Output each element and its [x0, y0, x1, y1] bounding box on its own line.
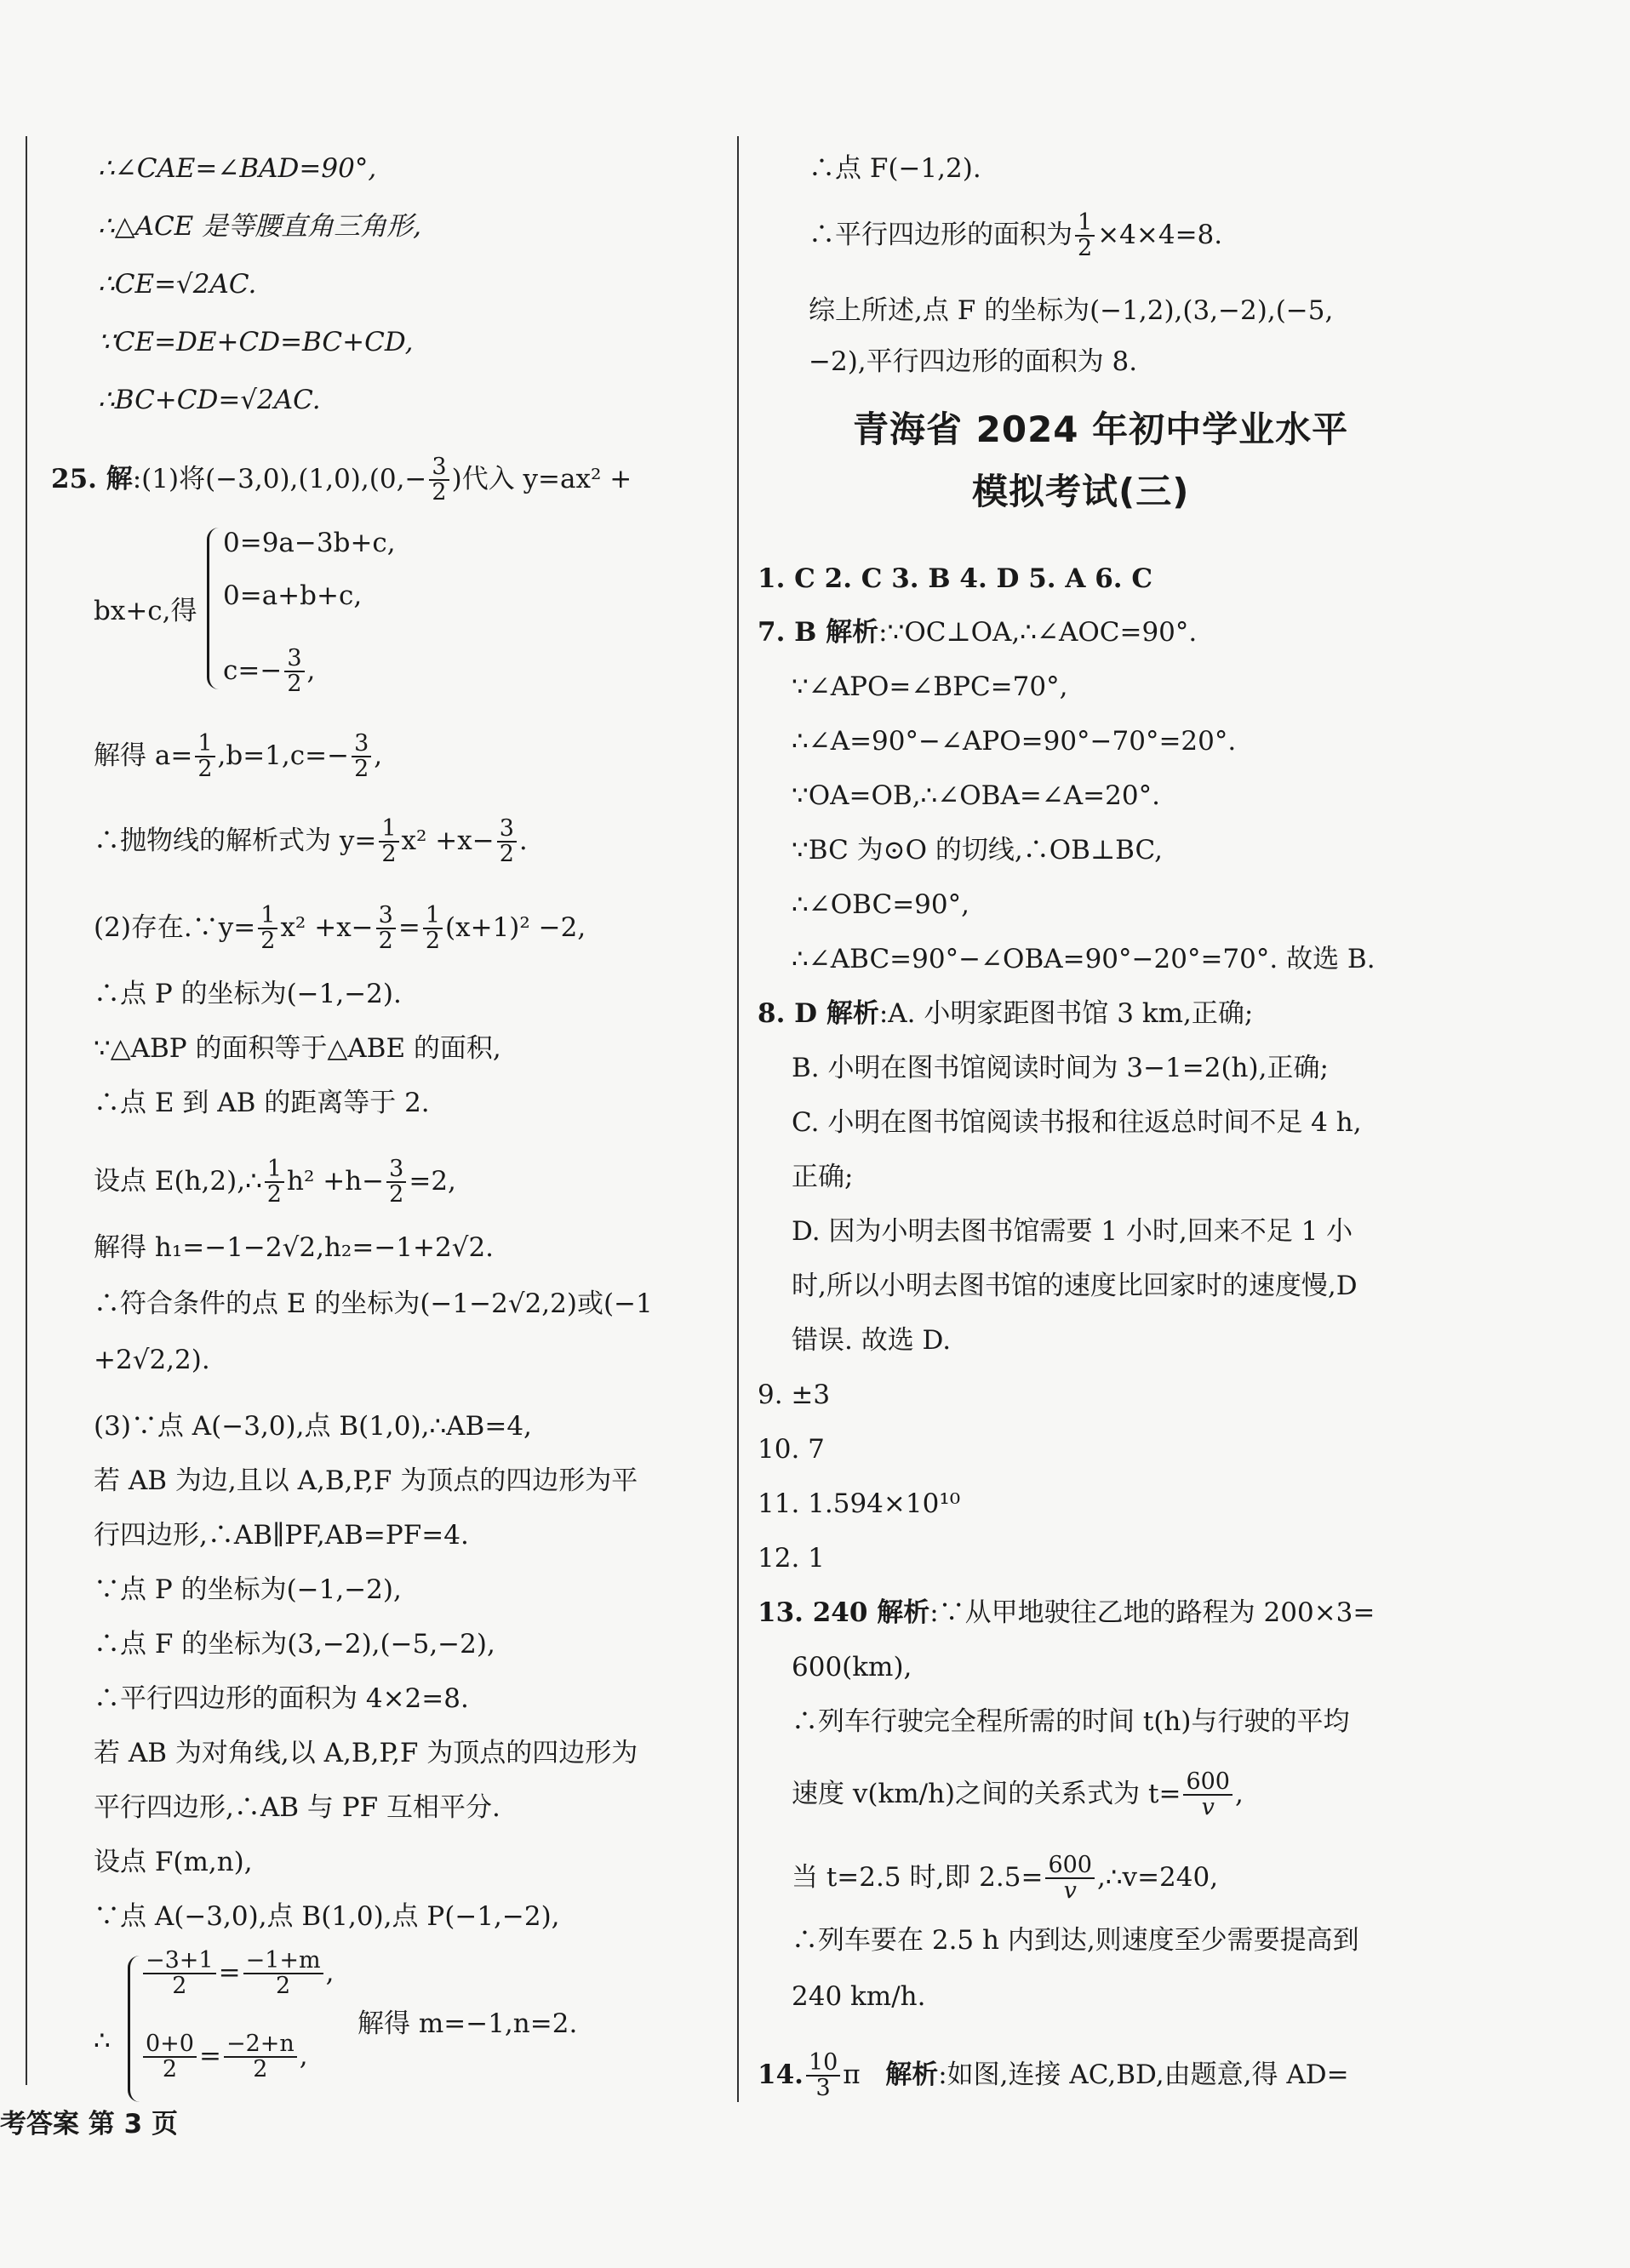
- text-line: (3)∵点 A(−3,0),点 B(1,0),∴AB=4,: [94, 1411, 532, 1442]
- text-segment: =: [218, 1957, 241, 1988]
- numerator: 1: [423, 904, 443, 929]
- text-line: 240 km/h.: [792, 1981, 926, 2012]
- question-14-line: [758, 2051, 1349, 2101]
- fraction: [1075, 211, 1095, 261]
- question-25-label: 25. 解: [51, 463, 133, 494]
- text-segment: 解得 a=: [94, 740, 193, 771]
- text-segment: =2,: [409, 1165, 456, 1197]
- text-line: ∵点 P 的坐标为(−1,−2),: [94, 1574, 402, 1605]
- solve-mn: 解得 m=−1,n=2.: [357, 2008, 578, 2039]
- fraction: [1045, 1854, 1095, 1904]
- fraction: [243, 1949, 323, 1999]
- right-column: [758, 0, 1507, 2268]
- therefore-symbol: ∴: [94, 2025, 111, 2056]
- fraction: [258, 904, 277, 954]
- denominator: 2: [162, 2056, 178, 2083]
- system-eq-3: [223, 647, 315, 697]
- text-line: 若 AB 为对角线,以 A,B,P,F 为顶点的四边形为: [94, 1738, 638, 1768]
- text-line: ∵点 A(−3,0),点 B(1,0),点 P(−1,−2),: [94, 1901, 560, 1932]
- answers-1-6: 1. C 2. C 3. B 4. D 5. A 6. C: [758, 563, 1153, 594]
- denominator: 2: [378, 928, 393, 955]
- fraction: [143, 1949, 216, 1999]
- text-segment: :A. 小明家距图书馆 3 km,正确;: [878, 998, 1254, 1029]
- text-line: ∴∠ABC=90°−∠OBA=90°−20°=70°. 故选 B.: [792, 944, 1375, 974]
- set-point-e: [94, 1157, 456, 1208]
- text-line: 600(km),: [792, 1652, 912, 1682]
- text-segment: x² +x−: [401, 825, 495, 856]
- text-line: ∴点 E 到 AB 的距离等于 2.: [94, 1088, 430, 1118]
- text-segment: ,: [374, 740, 383, 771]
- fraction: [224, 2032, 297, 2082]
- fraction: [806, 2051, 840, 2101]
- question-7-line: [758, 615, 1197, 649]
- text-line: ∴点 F 的坐标为(3,−2),(−5,−2),: [94, 1629, 495, 1660]
- text-line: ∴∠CAE=∠BAD=90°,: [98, 153, 377, 184]
- denominator: 2: [381, 841, 397, 868]
- text-segment: ,∴v=240,: [1096, 1861, 1219, 1893]
- solution-abc: [94, 732, 382, 782]
- text-segment: 速度 v(km/h)之间的关系式为 t=: [792, 1778, 1181, 1809]
- section-title-line-2: 模拟考试(三): [972, 471, 1190, 512]
- text-line: ∴点 P 的坐标为(−1,−2).: [94, 979, 402, 1009]
- text-line: ∵△ABP 的面积等于△ABE 的面积,: [94, 1033, 501, 1064]
- text-line: ∴CE=√2AC.: [98, 269, 257, 300]
- denominator: 2: [425, 928, 441, 955]
- text-segment: 设点 E(h,2),∴: [94, 1165, 262, 1197]
- text-segment: ,: [306, 654, 316, 686]
- fraction: [497, 817, 517, 867]
- numerator: 0+0: [143, 2032, 197, 2058]
- text-line: ∴点 F(−1,2).: [809, 153, 981, 184]
- fraction: [1183, 1770, 1233, 1820]
- numerator: 10: [806, 2051, 840, 2077]
- substitution-line: [792, 1854, 1218, 1904]
- text-line: ∵∠APO=∠BPC=70°,: [792, 671, 1068, 702]
- fraction: [379, 817, 398, 867]
- text-line: 行四边形,∴AB∥PF,AB=PF=4.: [94, 1520, 469, 1551]
- fraction: [429, 455, 449, 506]
- text-line: 若 AB 为边,且以 A,B,P,F 为顶点的四边形为平: [94, 1465, 638, 1496]
- section-title-line-1: 青海省 2024 年初中学业水平: [853, 408, 1349, 450]
- system-eq-2: 0=a+b+c,: [223, 580, 363, 611]
- fraction: [284, 647, 304, 697]
- text-segment: ,b=1,c=−: [217, 740, 350, 771]
- answer-9: 9. ±3: [758, 1380, 831, 1410]
- denominator: 2: [266, 1181, 282, 1208]
- fraction: [386, 1157, 406, 1208]
- text-segment: ∴抛物线的解析式为 y=: [94, 825, 377, 856]
- text-line: ∴符合条件的点 E 的坐标为(−1−2√2,2)或(−1: [94, 1288, 653, 1319]
- part-2-line: [94, 904, 586, 954]
- text-line: ∴列车行驶完全程所需的时间 t(h)与行驶的平均: [792, 1706, 1350, 1737]
- denominator: 3: [815, 2075, 831, 2102]
- text-line: 综上所述,点 F 的坐标为(−1,2),(3,−2),(−5,: [809, 295, 1334, 326]
- text-segment: ,: [325, 1957, 335, 1988]
- denominator: 2: [172, 1973, 187, 2000]
- text-segment: 当 t=2.5 时,即 2.5=: [792, 1861, 1044, 1893]
- question-label: 7. B 解析: [758, 617, 879, 648]
- numerator: −2+n: [224, 2032, 297, 2058]
- denominator: 2: [499, 841, 514, 868]
- left-brace: [207, 528, 221, 689]
- text-line: B. 小明在图书馆阅读时间为 3−1=2(h),正确;: [792, 1053, 1329, 1083]
- text-line: 时,所以小明去图书馆的速度比回家时的速度慢,D: [792, 1271, 1358, 1301]
- numerator: 3: [352, 732, 371, 757]
- numerator: 1: [379, 817, 398, 843]
- answer-12: 12. 1: [758, 1543, 825, 1574]
- parabola-expression: ∴抛物线的解析式为 y= $\frac{1}{2}$ x² +x− $\frac{3}{2}$ .: [94, 815, 528, 868]
- question-label: 8. D 解析: [758, 998, 879, 1029]
- text-line: ∴BC+CD=√2AC.: [98, 385, 321, 415]
- system-prefix: bx+c,得: [94, 596, 197, 626]
- text-line: −2),平行四边形的面积为 8.: [809, 346, 1138, 377]
- text-segment: ∴平行四边形的面积为: [809, 219, 1072, 250]
- text-line: +2√2,2).: [94, 1345, 210, 1375]
- numerator: 1: [265, 1157, 284, 1183]
- numerator: 3: [429, 455, 449, 481]
- denominator: 2: [354, 756, 369, 783]
- denominator: 2: [1078, 235, 1093, 262]
- fraction: [423, 904, 443, 954]
- text-line: ∴列车要在 2.5 h 内到达,则速度至少需要提高到: [792, 1925, 1359, 1956]
- denominator: v: [1063, 1877, 1077, 1905]
- system-eq-1: 0=9a−3b+c,: [223, 528, 396, 558]
- text-line: ∵BC 为⊙O 的切线,∴OB⊥BC,: [792, 835, 1163, 865]
- denominator: 2: [197, 756, 213, 783]
- numerator: 3: [497, 817, 517, 843]
- text-line: 正确;: [792, 1162, 854, 1192]
- text-segment: =: [198, 2040, 221, 2071]
- relation-line: [792, 1770, 1244, 1820]
- text-segment: x² +x−: [280, 911, 374, 943]
- text-line: ∴△ACE 是等腰直角三角形,: [98, 211, 422, 242]
- fraction: [376, 904, 396, 954]
- text-line: ∵OA=OB,∴∠OBA=∠A=20°.: [792, 780, 1160, 811]
- numerator: 1: [1075, 211, 1095, 237]
- denominator: 2: [389, 1181, 404, 1208]
- text-segment: :∵从甲地驶往乙地的路程为 200×3=: [929, 1597, 1375, 1628]
- text-line: D. 因为小明去图书馆需要 1 小时,回来不足 1 小: [792, 1216, 1353, 1247]
- text-segment: (x+1)² −2,: [445, 911, 586, 943]
- text-line: 设点 F(m,n),: [94, 1847, 253, 1877]
- question-label: 14.: [758, 2059, 804, 2090]
- text-line: 解得 h₁=−1−2√2,h₂=−1+2√2.: [94, 1232, 495, 1263]
- numerator: 3: [376, 904, 396, 929]
- answer-10: 10. 7: [758, 1434, 825, 1465]
- text-segment: )代入 y=ax² +: [451, 463, 632, 494]
- denominator: v: [1201, 1794, 1215, 1821]
- text-segment: π: [843, 2059, 861, 2090]
- numerator: 1: [195, 732, 214, 757]
- text-segment: (2)存在.∵y=: [94, 911, 256, 943]
- fraction: [265, 1157, 284, 1208]
- text-line: ∵CE=DE+CD=BC+CD,: [98, 327, 414, 357]
- text-segment: ,: [1234, 1778, 1244, 1809]
- page-footer: 考答案 第 3 页: [0, 2109, 178, 2139]
- denominator: 2: [432, 479, 447, 506]
- text-segment: :∵OC⊥OA,∴∠AOC=90°.: [878, 617, 1198, 648]
- text-line: ∴平行四边形的面积为 4×2=8.: [94, 1683, 469, 1714]
- text-segment: :(1)将(−3,0),(1,0),(0,−: [132, 463, 427, 494]
- analysis-label: 解析: [885, 2059, 939, 2090]
- system-eq-n: [140, 2032, 308, 2082]
- column-divider: [737, 136, 739, 2102]
- numerator: 3: [284, 647, 304, 672]
- left-column: [0, 0, 732, 2268]
- numerator: 1: [258, 904, 277, 929]
- question-8-line: [758, 997, 1253, 1031]
- fraction: [352, 732, 371, 782]
- denominator: 2: [260, 928, 276, 955]
- numerator: −1+m: [243, 1949, 323, 1974]
- denominator: 2: [276, 1973, 291, 2000]
- denominator: 2: [287, 671, 302, 698]
- text-segment: h² +h−: [286, 1165, 385, 1197]
- text-line: 错误. 故选 D.: [792, 1325, 952, 1356]
- question-13-line: [758, 1596, 1375, 1630]
- fraction: [195, 732, 214, 782]
- text-segment: c=−: [223, 654, 283, 686]
- text-line: ∴∠A=90°−∠APO=90°−70°=20°.: [792, 726, 1237, 757]
- system-eq-m: [140, 1949, 334, 1999]
- text-line: 平行四边形,∴AB 与 PF 互相平分.: [94, 1792, 500, 1823]
- numerator: −3+1: [143, 1949, 216, 1974]
- text-segment: ,: [299, 2040, 308, 2071]
- area-line: [809, 211, 1222, 261]
- fraction: [143, 2032, 197, 2082]
- text-segment: ×4×4=8.: [1097, 219, 1223, 250]
- text-line: C. 小明在图书馆阅读书报和往返总时间不足 4 h,: [792, 1107, 1362, 1138]
- text-line: ∴∠OBC=90°,: [792, 889, 969, 920]
- denominator: 2: [253, 2056, 268, 2083]
- question-label: 13. 240 解析: [758, 1597, 930, 1628]
- numerator: 3: [386, 1157, 406, 1183]
- question-25-line: [51, 455, 632, 506]
- answer-11: 11. 1.594×10¹⁰: [758, 1488, 961, 1519]
- text-segment: =: [397, 911, 420, 943]
- numerator: 600: [1183, 1770, 1233, 1796]
- text-segment: :如图,连接 AC,BD,由题意,得 AD=: [938, 2059, 1349, 2090]
- numerator: 600: [1045, 1854, 1095, 1879]
